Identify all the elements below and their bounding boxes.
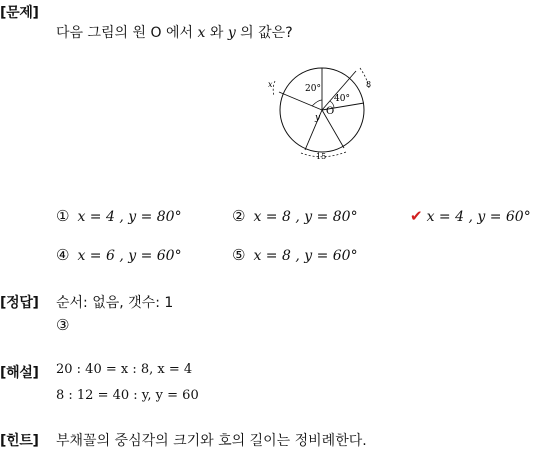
question-part3: 의 값은? (235, 25, 293, 41)
question-part2: 와 (205, 25, 228, 41)
choice-1[interactable] (56, 207, 182, 225)
answer-section-tag: [정답] (0, 295, 39, 311)
choice-3-text: x = 4 , y = 60° (426, 209, 531, 225)
label-arc-15: 15 (316, 152, 327, 161)
choice-4-text: x = 6 , y = 60° (77, 248, 182, 264)
hint-section-tag: [힌트] (0, 433, 39, 449)
label-angle-20: 20° (305, 84, 321, 94)
choice-2-number: ② (232, 207, 246, 225)
label-y: y (315, 113, 321, 123)
question-var-y: y (227, 25, 236, 41)
answer-meta: 순서: 없음, 갯수: 1 (56, 295, 174, 311)
angle-arc-20 (312, 100, 322, 106)
choice-5[interactable] (232, 246, 358, 264)
choice-4-number: ④ (56, 246, 70, 264)
answer-value: ③ (56, 316, 70, 334)
arc-marker-x (273, 81, 275, 96)
choice-1-text: x = 4 , y = 80° (77, 209, 182, 225)
explanation-line-1: 20 : 40 = x : 8, x = 4 (56, 362, 193, 377)
circle-figure (268, 58, 378, 164)
explanation-line-2: 8 : 12 = 40 : y, y = 60 (56, 388, 199, 403)
radius-left (279, 92, 322, 110)
check-mark-icon: ✔ (410, 207, 423, 225)
choice-5-text: x = 8 , y = 60° (253, 248, 358, 264)
label-center-o: O (326, 106, 335, 117)
hint-text: 부채꼴의 중심각의 크기와 호의 길이는 정비례한다. (56, 433, 367, 449)
choice-3[interactable] (410, 207, 531, 225)
choice-2[interactable] (232, 207, 358, 225)
question-var-x: x (197, 25, 206, 41)
problem-section-tag: [문제] (0, 5, 39, 21)
choice-4[interactable] (56, 246, 182, 264)
explanation-section-tag: [해설] (0, 365, 39, 381)
label-angle-40: 40° (334, 94, 350, 104)
question-text (56, 22, 293, 42)
label-arc-8: 8 (366, 80, 372, 89)
choice-2-text: x = 8 , y = 80° (253, 209, 358, 225)
radius-upper-right (322, 71, 356, 110)
choice-1-number: ① (56, 207, 70, 225)
question-part1: 다음 그림의 원 O 에서 (56, 25, 198, 41)
choice-5-number: ⑤ (232, 246, 246, 264)
label-x: x (268, 80, 273, 89)
